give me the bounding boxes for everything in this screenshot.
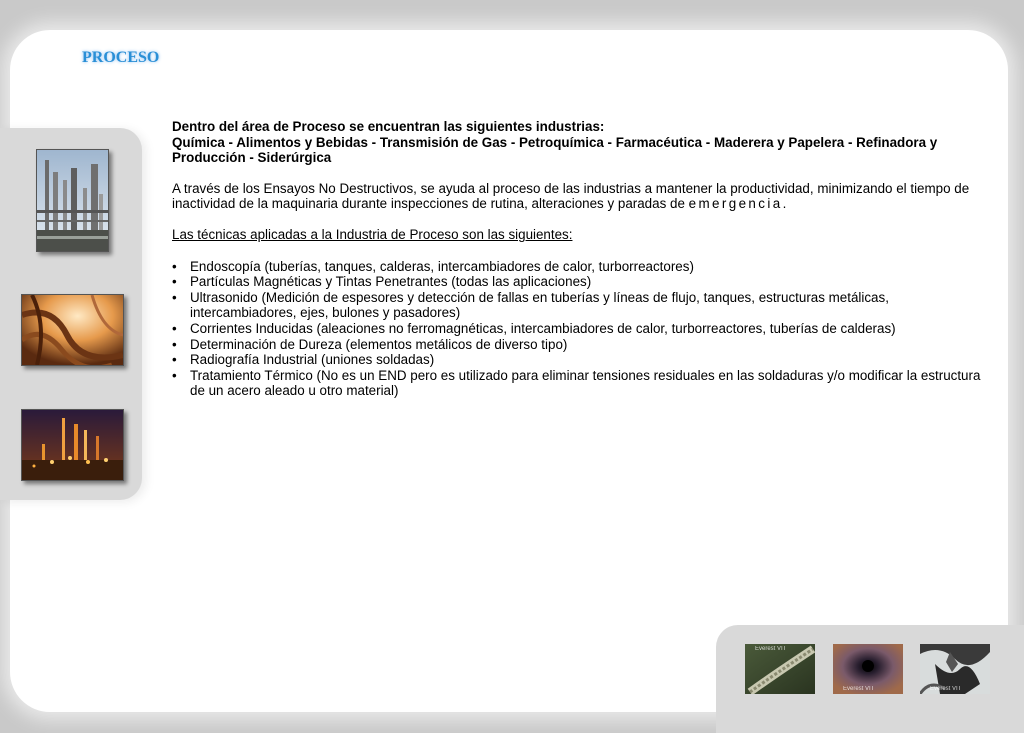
- industrial-pipes-photo: [21, 294, 124, 366]
- description-main: A través de los Ensayos No Destructivos, se ayuda al proceso de las industrias a mantener la productividad, minimizando el tiempo de inactividad de la maquinaria durante inspecciones de rutina, alteraciones y paradas de: [172, 180, 970, 212]
- techniques-heading: Las técnicas aplicadas a la Industria de Proceso son las siguientes:: [172, 226, 573, 242]
- photo-watermark: Everest VIT: [930, 686, 962, 692]
- main-content: [172, 119, 992, 399]
- techniques-list: [172, 259, 992, 399]
- list-item: • Corrientes Inducidas (aleaciones no ferromagnéticas, intercambiadores de calor, turborreactores, tuberías de calderas): [172, 321, 992, 337]
- borescope-weld-photo: [745, 644, 815, 694]
- list-item: • Endoscopía (tuberías, tanques, calderas, intercambiadores de calor, turborreactores): [172, 259, 992, 275]
- description-paragraph: [172, 181, 992, 212]
- list-item: • Radiografía Industrial (uniones soldadas): [172, 352, 992, 368]
- page-title: PROCESO: [82, 49, 160, 66]
- industries-list: Química - Alimentos y Bebidas - Transmisión de Gas - Petroquímica - Farmacéutica - Maderera y Papelera - Refinadora y Producción - Siderúrgica: [172, 134, 938, 166]
- refinery-towers-photo: [36, 149, 109, 252]
- list-item: • Partículas Magnéticas y Tintas Penetrantes (todas las aplicaciones): [172, 274, 992, 290]
- photo-watermark: Everest VIT: [755, 646, 787, 652]
- list-item: • Ultrasonido (Medición de espesores y detección de fallas en tuberías y líneas de flujo, tanques, estructuras metálicas, intercambiadores, ejes, bulones y pasadores): [172, 290, 992, 321]
- intro-heading: Dentro del área de Proceso se encuentran las siguientes industrias:: [172, 119, 605, 134]
- refinery-night-photo: [21, 409, 124, 481]
- intro-text: [172, 119, 992, 166]
- description-end: emergencia.: [688, 196, 789, 212]
- photo-watermark: Everest VIT: [843, 686, 875, 692]
- list-item: • Determinación de Dureza (elementos metálicos de diverso tipo): [172, 337, 992, 353]
- borescope-corrosion-photo: [920, 644, 990, 694]
- borescope-tube-photo: [833, 644, 903, 694]
- list-item: • Tratamiento Térmico (No es un END pero es utilizado para eliminar tensiones residuales en las soldaduras y/o modificar la estructura de un acero aleado u otro material): [172, 368, 992, 399]
